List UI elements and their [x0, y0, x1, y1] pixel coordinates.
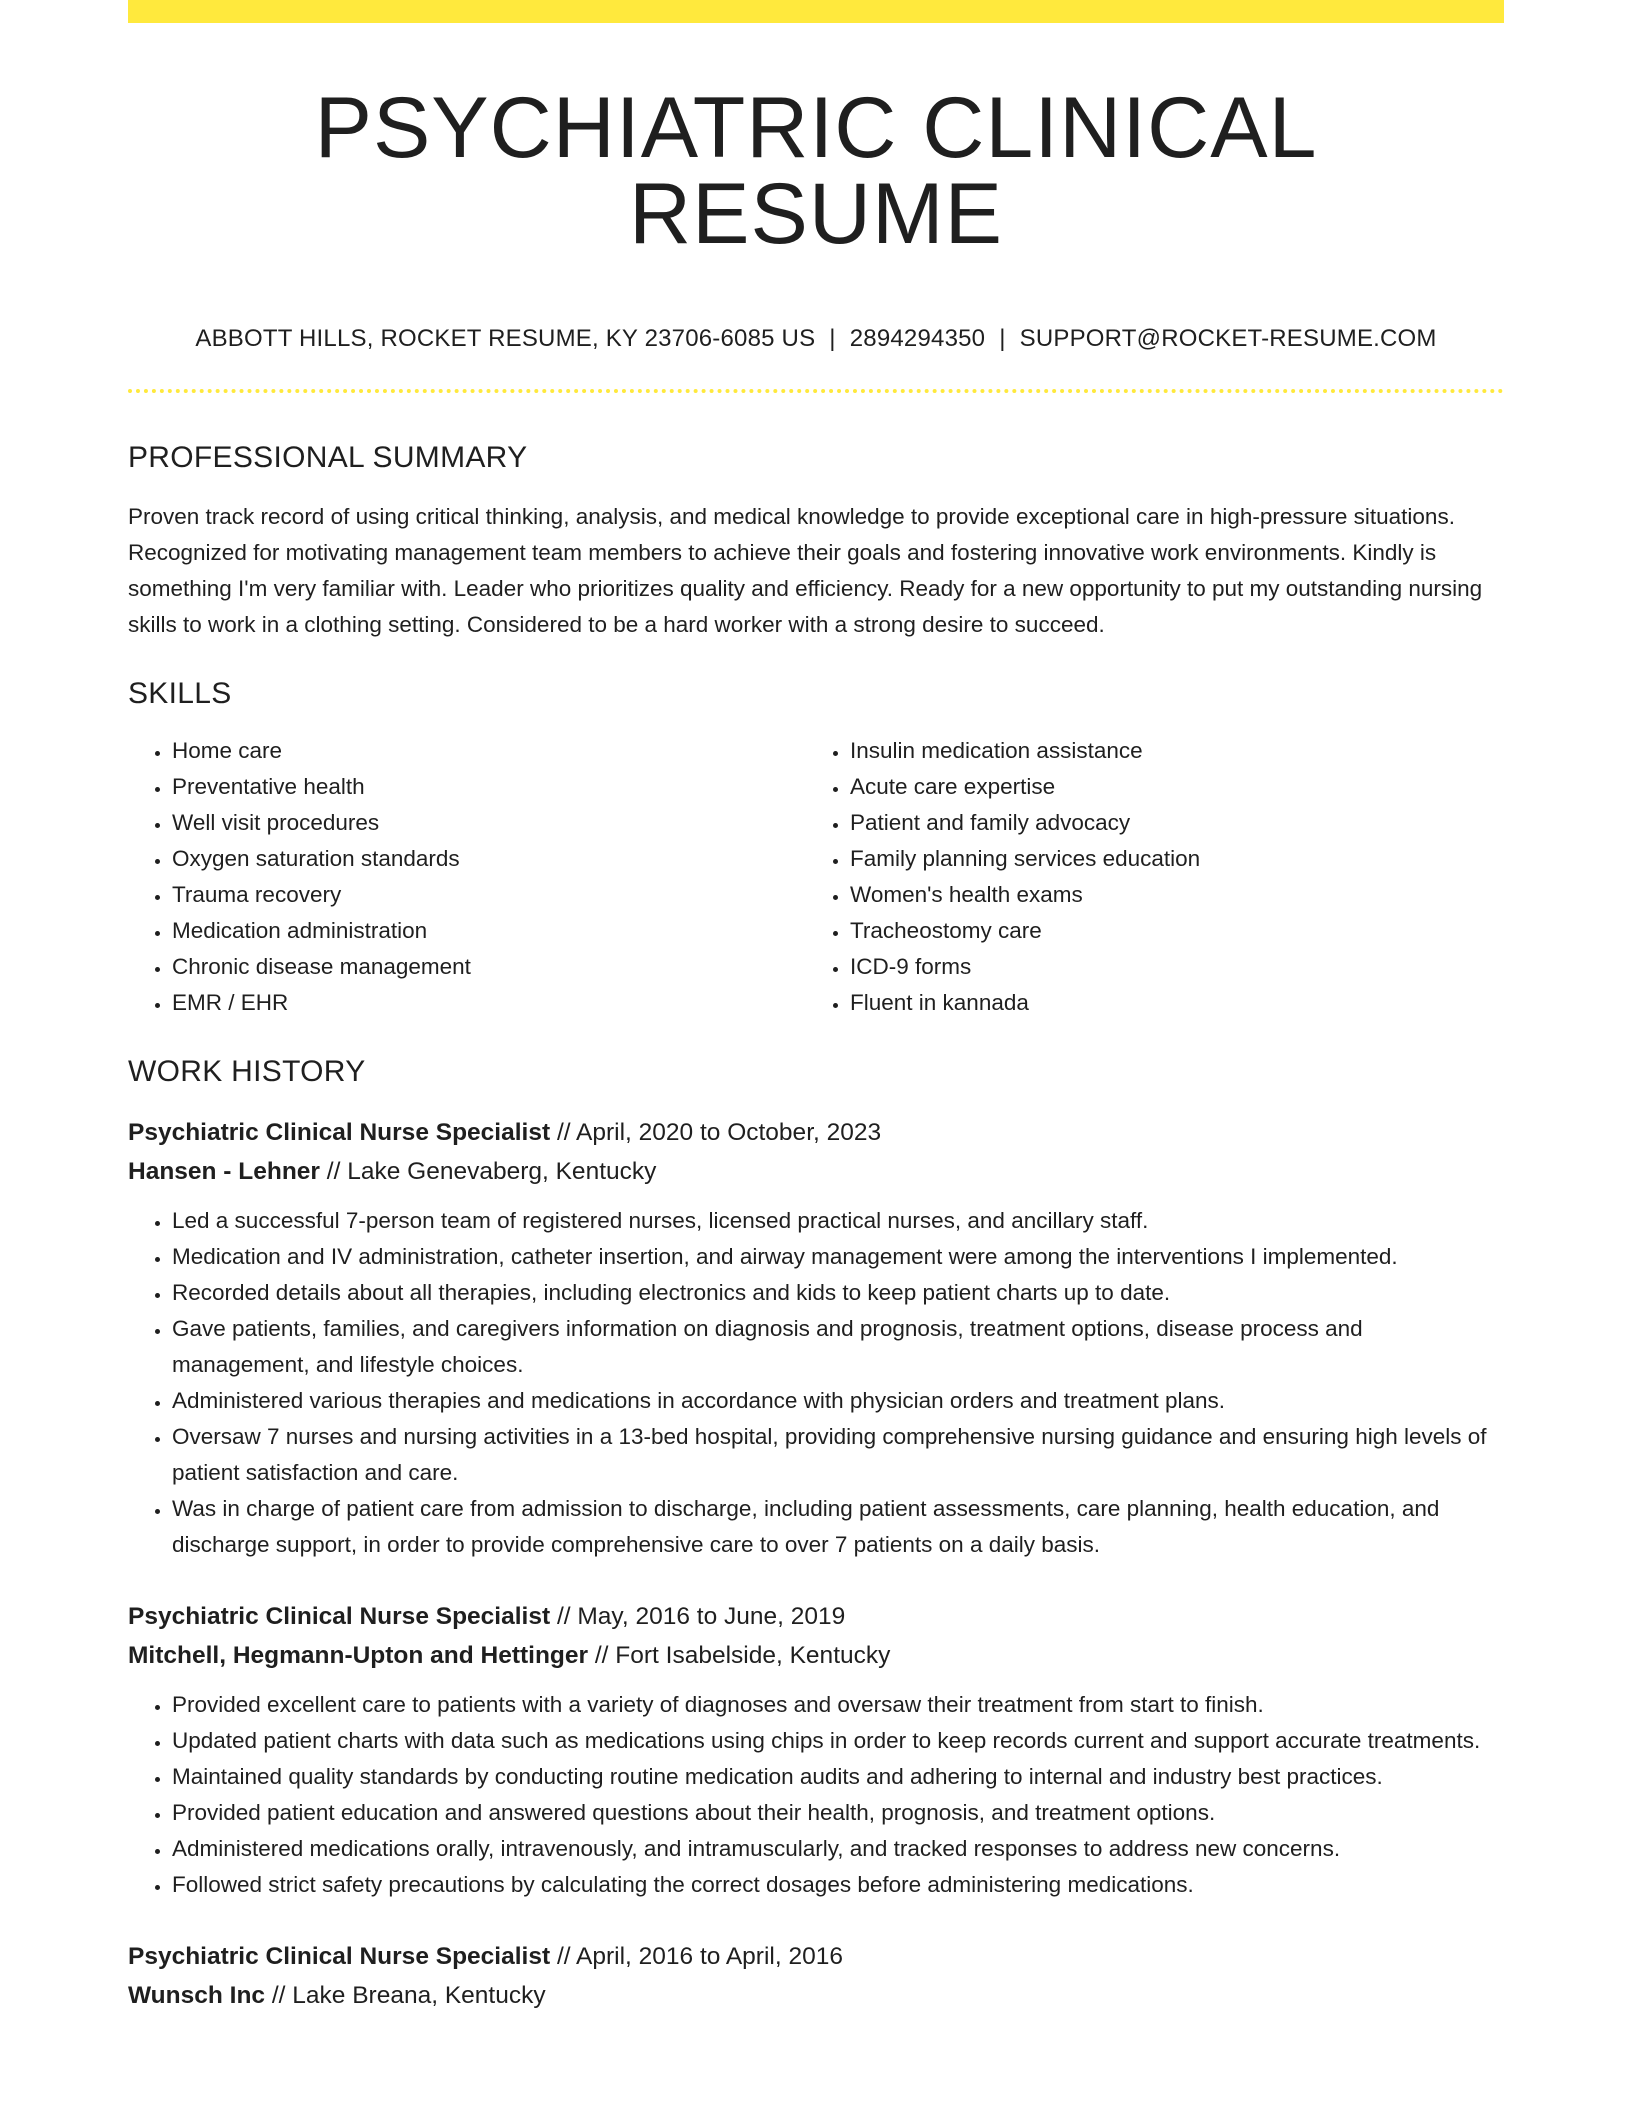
job-dates: // April, 2020 to October, 2023	[556, 1119, 882, 1146]
job-bullets	[128, 1687, 1504, 1903]
job-bullet: • Provided excellent care to patients with a variety of diagnoses and oversaw their treatment from start to finish.	[172, 1687, 1504, 1723]
skill-item: • Acute care expertise	[850, 769, 1484, 805]
job-company-line	[128, 1152, 1504, 1191]
skills-list-left	[128, 733, 806, 1021]
job-bullet: • Recorded details about all therapies, including electronics and kids to keep patient charts up to date.	[172, 1275, 1504, 1311]
job-company-line	[128, 1636, 1504, 1675]
summary-text: Proven track record of using critical thinking, analysis, and medical knowledge to provide exceptional care in high-pressure situations. Recognized for motivating management team members to achieve their goals and fostering innovative work environments. Kindly is something I'm very familiar with. Leader who prioritizes quality and efficiency. Ready for a new opportunity to put my outstanding nursing skills to work in a clothing setting. Considered to be a hard worker with a strong desire to succeed.	[128, 504, 1483, 637]
contact-separator: |	[829, 325, 836, 352]
resume-title: PSYCHIATRIC CLINICAL RESUME	[314, 80, 1318, 262]
skill-item: • Medication administration	[172, 913, 806, 949]
job-bullet: • Maintained quality standards by conducting routine medication audits and adhering to internal and industry best practices.	[172, 1759, 1504, 1795]
job-entry	[128, 1597, 1504, 1903]
skill-item: • ICD-9 forms	[850, 949, 1484, 985]
work-history-section	[128, 1057, 1504, 2015]
job-entry	[128, 1113, 1504, 1563]
resume-page	[128, 0, 1504, 2015]
job-company: Hansen - Lehner	[128, 1158, 320, 1185]
job-bullet: • Oversaw 7 nurses and nursing activities in a 13-bed hospital, providing comprehensive nursing guidance and ensuring high levels of patient satisfaction and care.	[172, 1419, 1504, 1491]
job-bullet: • Medication and IV administration, catheter insertion, and airway management were among the interventions I implemented.	[172, 1239, 1504, 1275]
skill-item: • EMR / EHR	[172, 985, 806, 1021]
job-dates: // May, 2016 to June, 2019	[556, 1603, 846, 1630]
job-company: Wunsch Inc	[128, 1982, 266, 2009]
skill-item: • Chronic disease management	[172, 949, 806, 985]
job-bullet: • Administered medications orally, intravenously, and intramuscularly, and tracked responses to address new concerns.	[172, 1831, 1504, 1867]
skill-item: • Home care	[172, 733, 806, 769]
summary-heading: PROFESSIONAL SUMMARY	[128, 441, 528, 474]
job-company-line	[128, 1976, 1504, 2015]
summary-section	[128, 443, 1504, 643]
contact-address: ABBOTT HILLS, ROCKET RESUME, KY 23706-6085 US	[195, 325, 816, 352]
skill-item: • Tracheostomy care	[850, 913, 1484, 949]
contact-separator: |	[999, 325, 1006, 352]
job-location: // Fort Isabelside, Kentucky	[594, 1642, 891, 1669]
job-location: // Lake Genevaberg, Kentucky	[326, 1158, 657, 1185]
job-bullet: • Was in charge of patient care from admission to discharge, including patient assessments, care planning, health education, and discharge support, in order to provide comprehensive care to over 7 patients on a daily basis.	[172, 1491, 1504, 1563]
job-dates: // April, 2016 to April, 2016	[556, 1943, 843, 1970]
skills-section	[128, 679, 1504, 1021]
contact-phone: 2894294350	[849, 325, 986, 352]
skill-item: • Preventative health	[172, 769, 806, 805]
job-bullet: • Administered various therapies and medications in accordance with physician orders and treatment plans.	[172, 1383, 1504, 1419]
job-title: Psychiatric Clinical Nurse Specialist	[128, 1943, 551, 1970]
job-title-line	[128, 1113, 1504, 1152]
skills-list-right	[806, 733, 1484, 1021]
contact-email[interactable]: SUPPORT@ROCKET-RESUME.COM	[1019, 325, 1437, 352]
job-bullet: • Led a successful 7-person team of registered nurses, licensed practical nurses, and ancillary staff.	[172, 1203, 1504, 1239]
top-accent-bar	[128, 0, 1504, 23]
job-bullets	[128, 1203, 1504, 1563]
skill-item: • Insulin medication assistance	[850, 733, 1484, 769]
job-company: Mitchell, Hegmann-Upton and Hettinger	[128, 1642, 589, 1669]
skill-item: • Well visit procedures	[172, 805, 806, 841]
skill-item: • Women's health exams	[850, 877, 1484, 913]
job-location: // Lake Breana, Kentucky	[271, 1982, 546, 2009]
job-bullet: • Gave patients, families, and caregivers information on diagnosis and prognosis, treatment options, disease process and management, and lifestyle choices.	[172, 1311, 1504, 1383]
contact-line	[128, 327, 1504, 351]
skill-item: • Fluent in kannada	[850, 985, 1484, 1021]
skill-item: • Patient and family advocacy	[850, 805, 1484, 841]
job-title-line	[128, 1937, 1504, 1976]
skill-item: • Family planning services education	[850, 841, 1484, 877]
skill-item: • Trauma recovery	[172, 877, 806, 913]
job-title: Psychiatric Clinical Nurse Specialist	[128, 1603, 551, 1630]
job-entry	[128, 1937, 1504, 2015]
job-title: Psychiatric Clinical Nurse Specialist	[128, 1119, 551, 1146]
skills-heading: SKILLS	[128, 677, 232, 710]
work-history-heading: WORK HISTORY	[128, 1055, 366, 1088]
skills-columns	[128, 733, 1504, 1021]
job-bullet: • Updated patient charts with data such as medications using chips in order to keep records current and support accurate treatments.	[172, 1723, 1504, 1759]
job-bullet: • Followed strict safety precautions by calculating the correct dosages before administering medications.	[172, 1867, 1504, 1903]
skill-item: • Oxygen saturation standards	[172, 841, 806, 877]
job-title-line	[128, 1597, 1504, 1636]
header-divider	[128, 389, 1504, 393]
job-bullet: • Provided patient education and answered questions about their health, prognosis, and treatment options.	[172, 1795, 1504, 1831]
